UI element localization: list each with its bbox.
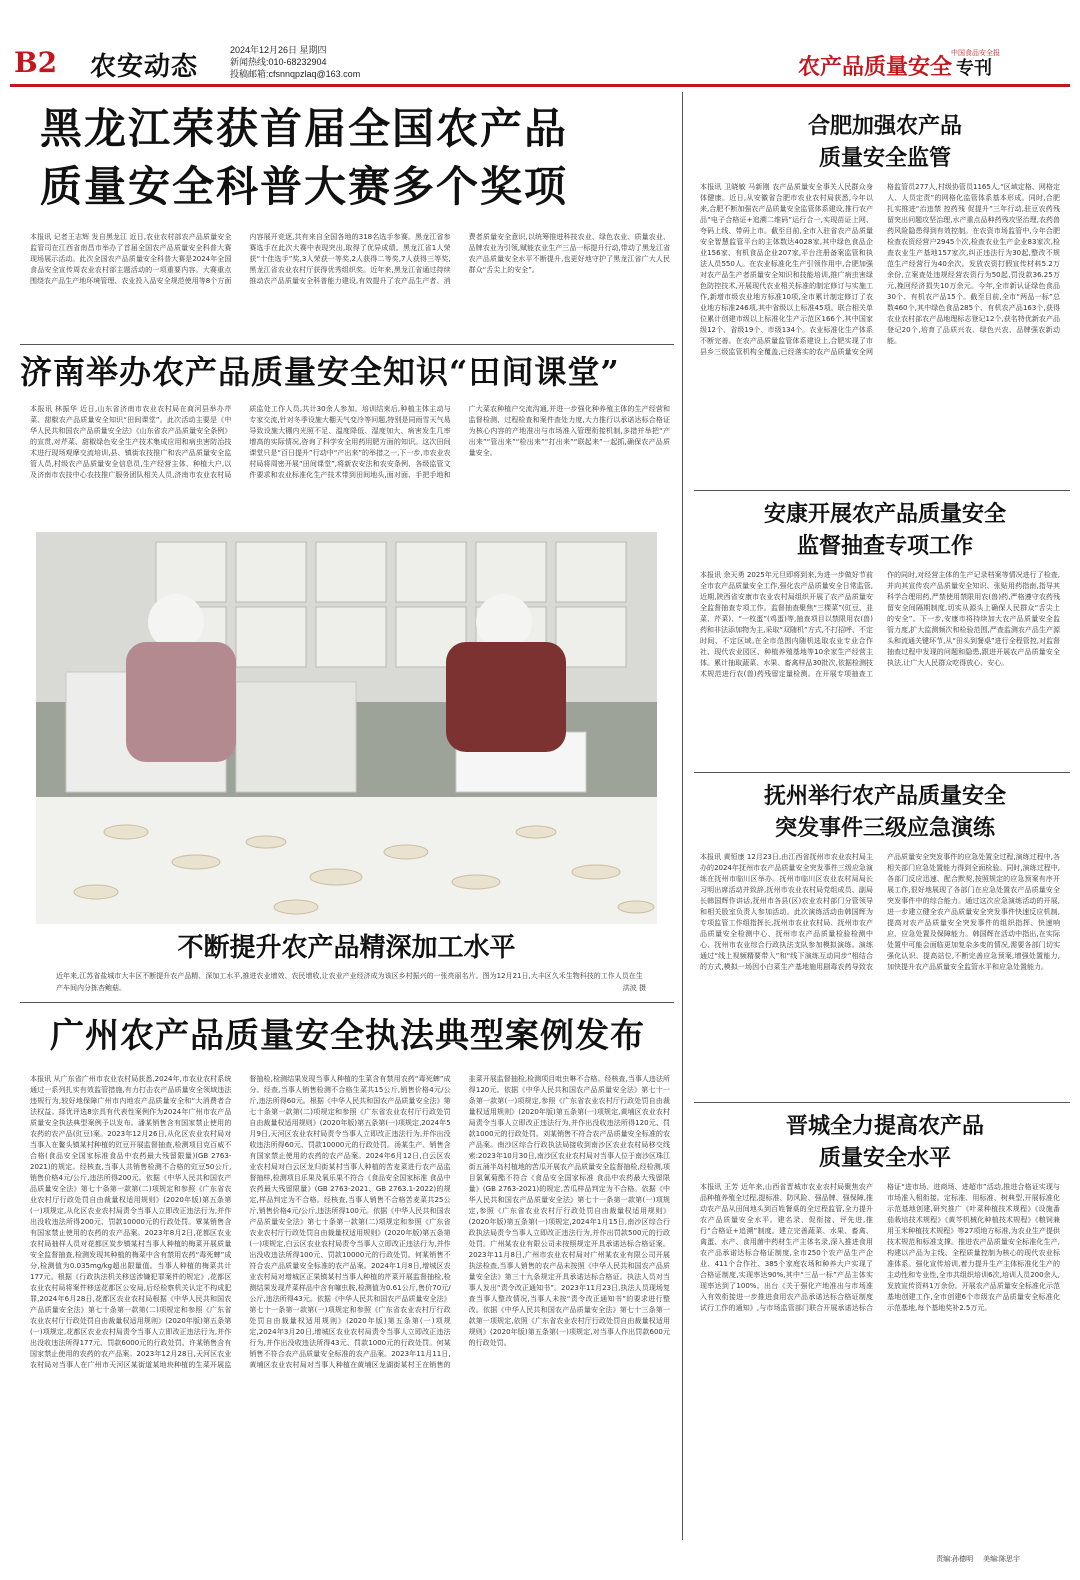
heilongjiang-title-line2: 质量安全科普大赛多个奖项: [40, 162, 569, 211]
fuzhou-title-line1: 抚州举行农产品质量安全: [763, 783, 1006, 809]
fuzhou-title-line2: 突发事件三级应急演练: [774, 815, 995, 841]
ankang-body: 本报讯 余天勇 2025年元旦即将到来,为进一步做好节前全市农产品质量安全工作,强化农产品质量安全日常监管,近期,陕西省安康市农业农村局组织开展了农产品质量安全监督抽查专项工作。监督抽查聚焦“三棵菜”(豇豆、韭菜、芹菜)、“一枚蛋”(鸡蛋)等,抽查项目以禁限用农(兽)药和非法添加物为主,采取“双随机”方式,不打招呼、不定时间、不定区域,在全市范围内随机选取农业专业合作社、现代农业园区、种植养殖基地等10余家生产经营主体。累计抽取蔬菜、水果、畜禽样品30批次,依据检测技术规范进行农(兽)药残留定量检测。在开展专项抽查工作的同时,对经营主体的生产记录档案等情况进行了检查,并向其宣传农产品质量安全知识、张贴用药指南,指导其科学合理用药,严禁使用禁限用农(兽)药,严格遵守农药残留安全间隔期制度,切实从源头上确保人民群众“舌尖上的安全”。下一步,安康市将持续加大农产品质量安全监管力度,扩大监测频次和检验范围,严查监测农产品生产源头和流通关键环节,从“田头到餐桌”进行全程管控,对监督抽查过程中发现的问题和隐患,跟进开展农产品质量安全执法,让广大人民群众吃得放心、安心。: [700, 571, 1060, 678]
photo-credit: 洪波 摄: [622, 984, 646, 992]
jinan-body: 本报讯 林振华 近日,山东省济南市农业农村局在商河县举办芹菜、甜椒农产品质量安全知识“田间课堂”。此次活动主要是《中华人民共和国农产品质量安全法》《山东省农产品质量安全条例》的宣贯,对芹菜、甜椒绿色安全生产技术集成应用和病虫害防治技术进行现场观摩交流培训,县、镇街农技推广和农产品质量安全监管人员,村级农产品质量安全信息员,生产经营主体、种植大户,以及济南市农技中心农技推广服务团队相关人员,济南市农业农村局质监处工作人员,共计30余人参加。培训结束后,种植主体主动与专家交流,针对冬季设施大棚天气变冷等问题,特别是同雨雪天气易导致设施大棚内光照不足、温度降低、湿度加大、病害发生几率增高的实际情况,咨询了科学安全用药用肥方面的知识。这次田间课堂只是“百日提升”行动中“产出来”的举措之一,下一步,市农业农村局将周密开展“田间课堂”,将新农安法和农安条例、各级监管文件要求和农业标准化生产技术带到田间地头,面对面、手把手地和广大菜农种植户交流沟通,并进一步强化种养殖主体的生产经营和监督检测、过程检查和案件查处力度,大力推行以承诺达标合格证为核心内容的产地准出与市场准入管理衔接机制,多措并举把“产出来”“管出来”“检出来”“打出来”“联起来”一起抓,确保农产品质量安全。: [30, 405, 670, 479]
news-hotline: 新闻热线:010-68232904: [230, 57, 327, 67]
special-suffix: 专刊: [956, 58, 992, 79]
column-divider: [682, 92, 683, 1540]
heilongjiang-body: 本报讯 记者王志辉 发自黑龙江 近日,农业农村部农产品质量安全监管司在江西省南昌市举办了首届全国农产品质量安全科普大赛现场展示活动。此次全国农产品质量安全科普大赛是2024年全国食品安全宣传周农业农村部主题活动的一项重要内容。大赛重点围绕农产品生产地环境管理、农业投入品安全规范使用等8个方面内容展开竞逐,共有来自全国各地的318名选手参赛。黑龙江省参赛选手在此次大赛中表现突出,取得了优异成绩。黑龙江省1人荣获“十佳选手”奖,3人荣获一等奖,2人获得二等奖,7人获得三等奖,黑龙江省农业农村厅获得优秀组织奖。近年来,黑龙江省通过持续推动农产品质量安全科普能力建设,有效提升了农产品生产者、消费者质量安全意识,以统筹推进科技农业、绿色农业、质量农业、品牌农业为引领,赋能农业生产三品一标提升行动,带动了黑龙江省农产品质量安全水平不断提升,也更好地守护了黑龙江省广大人民群众“舌尖上的安全”。: [30, 233, 670, 285]
photo-caption-block: [56, 970, 646, 994]
header-meta: [230, 44, 360, 80]
photo-caption: 近年来,江苏省盐城市大丰区不断提升农产品精、深加工水平,推进农业增效、农民增收,让农业产业经济成为该区乡村振兴的一张亮丽名片。图为12月21日,大丰区久禾生物科技的工作人员在生产车间内分拣杏鲍菇。: [56, 972, 643, 992]
photo-title: 不断提升农产品精深加工水平: [177, 933, 516, 963]
guangzhou-body: 本报讯 从广东省广州市农业农村局获悉,2024年,市农业农村系统通过一系列扎实有效监管措施,有力打击农产品质量安全领域违法违规行为,较好地保障广州市内地农产品质量安全和“大消费者合法权益。择优评选8宗具有代表性案例作为2024年广州市农产品质量安全执法典型案例予以发布。潘某销售含有国家禁止使用的农药的农产品(豇豆)案。2023年12月26日,从化区农业农村局对当事人在鳌头镇某村种植的豇豆开展监督抽查,检测项目克百威不合格(食品安全国家标准食品中农药最大残留限量)(GB 2763-2021)的规定。经核查,当事人共销售检测不合格的豇豆50公斤,销售价格4元/公斤,违法所得200元。依据《中华人民共和国农产品质量安全法》第七十条第一款第(二)项规定和参照《广东省农业农村厅行政处罚自由裁量权适用规则》(2020年版)第五条第(一)项规定,从化区农业农村局责令当事人立即改正违法行为,并作出没收违法所得200元、罚款10000元的行政处罚。覃某销售含有国家禁止使用的农药的农产品案。2023年8月2日,花都区农业农村局抽样人员对花都区炭步镇某村当事人种植的梅菜开展质量安全监督抽查,检测发现其种植的梅菜中含有禁用农药“毒死蜱”成分,检测值为0.035mg/kg超出限量值。当事人种植的梅菜共计177元。根据《行政执法机关移送涉嫌犯罪案件的规定》,花都区农业农村局将案件移送花都区公安局,后经检察机关认定不构成犯罪,2024年6月28日,花都区农业农村局根据《中华人民共和国农产品质量安全法》第七十条第一款第(二)项规定和参照《广东省农业农村厅行政处罚自由裁量权适用规则》(2020年版)第五条第(一)项规定,花都区农业农村局责令当事人立即改正违法行为,并作出没收违法所得177元、罚款6000元的行政处罚。许某销售含有国家禁止使用的农药的农产品案。2023年12月28日,天河区农业农村局对当事人在广州市天河区某街道某地块种植的生菜开展监督抽检,检测结果发现当事人种植的生菜含有禁用农药“毒死蜱”成分。经查,当事人销售检测不合格生菜共15公斤,销售价格4元/公斤,违法所得60元。根据《中华人民共和国农产品质量安全法》第七十条第一款第(二)项规定和参照《广东省农业农村厅行政处罚自由裁量权适用规则》(2020年版)第五条第(一)项规定,2024年5月9日,天河区农业农村局责令当事人立即改正违法行为,并作出没收违法所得60元、罚款10000元的行政处罚。汤某生产、销售含有国家禁止使用的农药的农产品案。2024年6月12日,白云区农业农村局对白云区龙归街某村当事人种植的苦麦菜进行农产品监督抽样,检测项目乐果及氧乐果不符合《食品安全国家标准 食品中农药最大残留限量》(GB 2763-2021、GB 2763.1-2022)的规定,样品判定为不合格。经核查,当事人销售不合格苦麦菜共25公斤,销售价格4元/公斤,违法所得100元。依据《中华人民共和国农产品质量安全法》第七十条第一款第(二)项规定和参照《广东省农业农村厅行政处罚自由裁量权适用规则》(2020年版)第五条第(一)项规定,白云区农业农村局责令当事人立即改正违法行为,并作出没收违法所得100元、罚款10000元的行政处罚。何某销售不符合农产品质量安全标准的农产品案。2024年1月8日,增城区农业农村局对增城区正果镇某村当事人种植的芹菜开展监督抽检,检测结果发现芹菜样品中含有噻虫胺,检测值为0.61公斤,售价70元/公斤,违法所得43元。依据《中华人民共和国农产品质量安全法》第七十一条第一款第(一)项规定和参照《广东省农业农村厅行政处罚自由裁量权适用规则》(2020年版)第五条第(一)项规定,2024年3月20日,增城区农业农村局责令当事人立即改正违法行为,并作出没收违法所得43元、罚款1000元的行政处罚。何某销售不符合农产品质量安全标准的农产品案。2023年11月11日,黄埔区农业农村局对当事人种植在黄埔区龙湖街某村王在销售的韭菜开展监督抽检,检测项目吡虫啉不合格。经核查,当事人违法所得120元。依据《中华人民共和国农产品质量安全法》第七十一条第一款第(一)项规定,参照《广东省农业农村厅行政处罚自由裁量权适用规则》(2020年版)第五条第(一)项规定,黄埔区农业农村局责令当事人立即改正违法行为,并作出没收违法所得120元、罚款1000元的行政处罚。刘某销售不符合农产品质量安全标准的农产品案。南沙区综合行政执法局接收到南沙区农业农村局移交线索:2023年10月30日,南沙区农业农村局对当事人位于南沙区珠江街五涌半岛村植地的苦瓜开展农产品质量安全监督抽检,经检测,项目氯氰菊酯不符合《食品安全国家标准 食品中农药最大残留限量》(GB 2763-2021)的规定,苦瓜样品判定为不合格。依据《中华人民共和国农产品质量安全法》第七十一条第一款第(一)项规定,参照《广东省农业农村厅行政处罚自由裁量权适用规则》(2020年版)第五条第(一)项规定,2024年1月15日,南沙区综合行政执法局责令当事人立即改正违法行为,并作出罚款500元的行政处罚。广州某农业有限公司未按照规定开具承诺达标合格证案。2023年11月8日,广州市农业农村局对广州某农业有限公司开展执法检查,当事人销售的农产品未按照《中华人民共和国农产品质量安全法》第三十九条规定开具承诺达标合格证。执法人员对当事人发出“责令改正通知书”。2023年11月23日,执法人员现场复查当事人整改情况,当事人未按“责令改正通知书”的要求进行整改。依据《中华人民共和国农产品质量安全法》第七十三条第一款第一项规定,依照《广东省农业农村厅行政处罚自由裁量权适用规则》(2020年版)第五条第(一)项规定,对当事人作出罚款600元的行政处罚。: [30, 1075, 670, 1369]
divider-line: [694, 772, 1070, 773]
divider-line: [694, 490, 1070, 491]
footer-credits: [936, 1554, 1020, 1564]
hefei-title-line2: 质量安全监管: [818, 145, 951, 171]
processing-photo: [36, 532, 657, 924]
submission-email: 投稿邮箱:cfsnnqpzlaq@163.com: [230, 69, 361, 79]
page-number: B2: [14, 46, 58, 79]
section-title: 农安动态: [90, 52, 199, 82]
jinan-headline: 济南举办农产品质量安全知识“田间课堂”: [20, 353, 620, 391]
jincheng-title-line2: 质量安全水平: [818, 1145, 951, 1171]
hefei-body: 本报讯 卫晓敏 马新刚 农产品质量安全事关人民群众身体健康。近日,从安徽省合肥市农业农村局获悉,今年以来,合肥不断加强农产品质量安全监管体系建设,推行农产品“电子合格证+追溯二维码”运行合一,实现苗证上网、夸码上线、带码上市。截至目前,全市入驻省农产品质量安全智慧监管平台的主体数达4028家,其中绿色食品企业156家、有机食品企业207家,平台注册备案监管和执法人员550人。在农业标准化生产引领作用中,合肥加强对农产品生产者质量安全知识和技能培训,推广病虫害绿色防控技术,开展现代农业相关标准的制定修订与实施工作,新增市级农业地方标准10项,全市累计制定修订了农业地方标准246项,其中省级以上标准45项。联合相关单位累计创建市级以上标准化生产示范区166个,其中国家级12个、省级19个、市级134个。农业标准化生产体系不断完善。在农产品质量监管体系建设上,合肥实现了市县乡三级监管机构全覆盖,已经落实的农产品质量安全网格监管员277人,村级协管员1165人,“区域定格、网格定人、人员定责”的网格化监管体系基本形成。同时,合肥扎实推进“治违禁 控药残 促提升”三年行动,驻豆农药残留突出问题攻坚治理,水产重点品种药残攻坚治理,农药兽药风险隐患得到有效控制。在农资市场监管中,今年合肥检查农资经营户2945个次,检查农业生产企业83家次,检查农业生产基地157家次,纠正违法行为30起,整改不规范生产经营行为40余次。发放农资打假宣传材料5.2万余份,立案查处违规经营农资行为50起,罚没款36.25万元,挽回经济损失10万余元。今年,全市新认证绿色食品30个、有机农产品15个。截至目前,全市“两品一标”总数460个,其中绿色食品285个、有机农产品163个,获得农业农村部农产品地理标志登记12个,获名特优新农产品登记20个,培育了品质兴农、绿色兴农、品牌强农新动能。: [700, 183, 1060, 356]
divider-line: [694, 1102, 1070, 1103]
hefei-title-line1: 合肥加强农产品: [807, 113, 962, 139]
divider-line: [20, 1002, 674, 1003]
editor-credit: 责编:孙德明: [936, 1556, 974, 1563]
guangzhou-headline: 广州农产品质量安全执法典型案例发布: [50, 1016, 645, 1056]
divider-line: [20, 344, 674, 345]
ankang-headline: [700, 498, 1070, 562]
fuzhou-body: 本报讯 黄恒康 12月23日,由江西省抚州市农业农村局主办的2024年抚州市农产品质量安全突发事件三级应急演练在抚州市临川区举办。抚州市临川区农业农村局局长习明出席活动并致辞,抚州市农业农村局党组成员、副局长韩国辉作讲话,抚州市各县(区)农业农村部门分管领导和相关股室负责人参加活动。此次演练活动由韩国辉为专项监管工作组指挥长,抚州市农业农村局、抚州市农产品质量安全检测中心、抚州市农产品质量检验检测中心、抚州市农业综合行政执法支队参加模拟演练。演练通过“线上视频精要带入”和“线下演练互动同步”相结合的方式,模拟一场因小白菜生产基地施用剧毒农药导致农产品质量安全突发事件的应急处置全过程,演练过程中,各相关部门应急处置能力得到全面检验。同时,演练过程中,各部门反应迅速、配合默契,按照规定的应急预案有序开展工作,很好地展现了各部门在应急处置农产品质量安全突发事件中的综合能力。通过这次应急演练活动的开展,进一步建立健全农产品质量安全突发事件快速反应机制,提高对农产品质量安全突发事件的组织指挥、快速响应、应急处置及保障能力。韩国辉在活动中指出,在实际处置中可能会面临更加复杂多变的情况,需要各部门切实强化认识、提高站位,不断完善应急预案,增强处置能力,加快提升农产品质量安全监管水平和应急处置能力。: [700, 853, 1060, 971]
jincheng-body: 本报讯 王芳 近年来,山西省晋城市农业农村局聚焦农产品种植养殖全过程,提标准、防风险、强品牌、强保障,推动农产品从田间地头到百姓餐桌的全过程监管,全力提升农产品质量安全水平。建名录、促衔接、评先进,推行“合格证+追溯”制度。建立完善蔬菜、水果、畜禽、禽蛋、水产、食用菌中药材生产主体名录,深入推进食用农产品承诺达标合格证制度,全市250个农产品生产企业、411个合作社、385个家庭农场和种养大户实现了合格证制度,实现率达90%,其中“三品一标”产品主体实现率达到了100%。出台《关于强化产地准出与市场准入有效衔接进一步推进食用农产品承诺达标合格证制度试行工作的通知》,与市场监管部门联合开展承诺达标合格证“进市场、进商场、进超市”活动,推进合格证实现与市场准入相衔接。定标准、用标准、树典型,开展标准化示范基地创建,研究推广《叶菜种植技术规程》《设施番茄栽培技术规程》《黄芩机械化种植技术规程》《粮饲兼用玉米种植技术规程》等27项地方标准,为农业生产提供技术规范和标准支撑。推进农产品质量安全标准化生产,构建以产品为主线、全程质量控制为核心的现代农业标准体系。强化宣传培训,着力提升生产主体标准化生产的主动性和专业性,全市共组织培训6次,培训人员200余人,发放宣传资料1万余份。开展农产品质量安全标准化示范基地创建工作,全市创建6个市级农产品质量安全标准化示范基地,每个基地奖补2.5万元。: [700, 1183, 1060, 1312]
header-rule: [10, 84, 1070, 87]
jincheng-title-line1: 晋城全力提高农产品: [785, 1113, 984, 1139]
heilongjiang-title-line1: 黑龙江荣获首届全国农产品: [40, 104, 569, 153]
ankang-title-line2: 监督抽查专项工作: [796, 533, 973, 559]
fuzhou-headline: [700, 780, 1070, 844]
ankang-title-line1: 安康开展农产品质量安全: [763, 501, 1006, 527]
designer-credit: 美编:陈思宇: [983, 1556, 1020, 1563]
special-title: 农产品质量安全: [797, 54, 952, 80]
heilongjiang-headline: [40, 100, 568, 216]
jincheng-headline: [700, 1110, 1070, 1174]
date-line: 2024年12月26日 星期四: [230, 45, 327, 55]
hefei-headline: [700, 110, 1070, 174]
newspaper-logo: 中国食品安全报: [951, 49, 1000, 57]
mushroom-factory-illustration: [36, 532, 657, 924]
